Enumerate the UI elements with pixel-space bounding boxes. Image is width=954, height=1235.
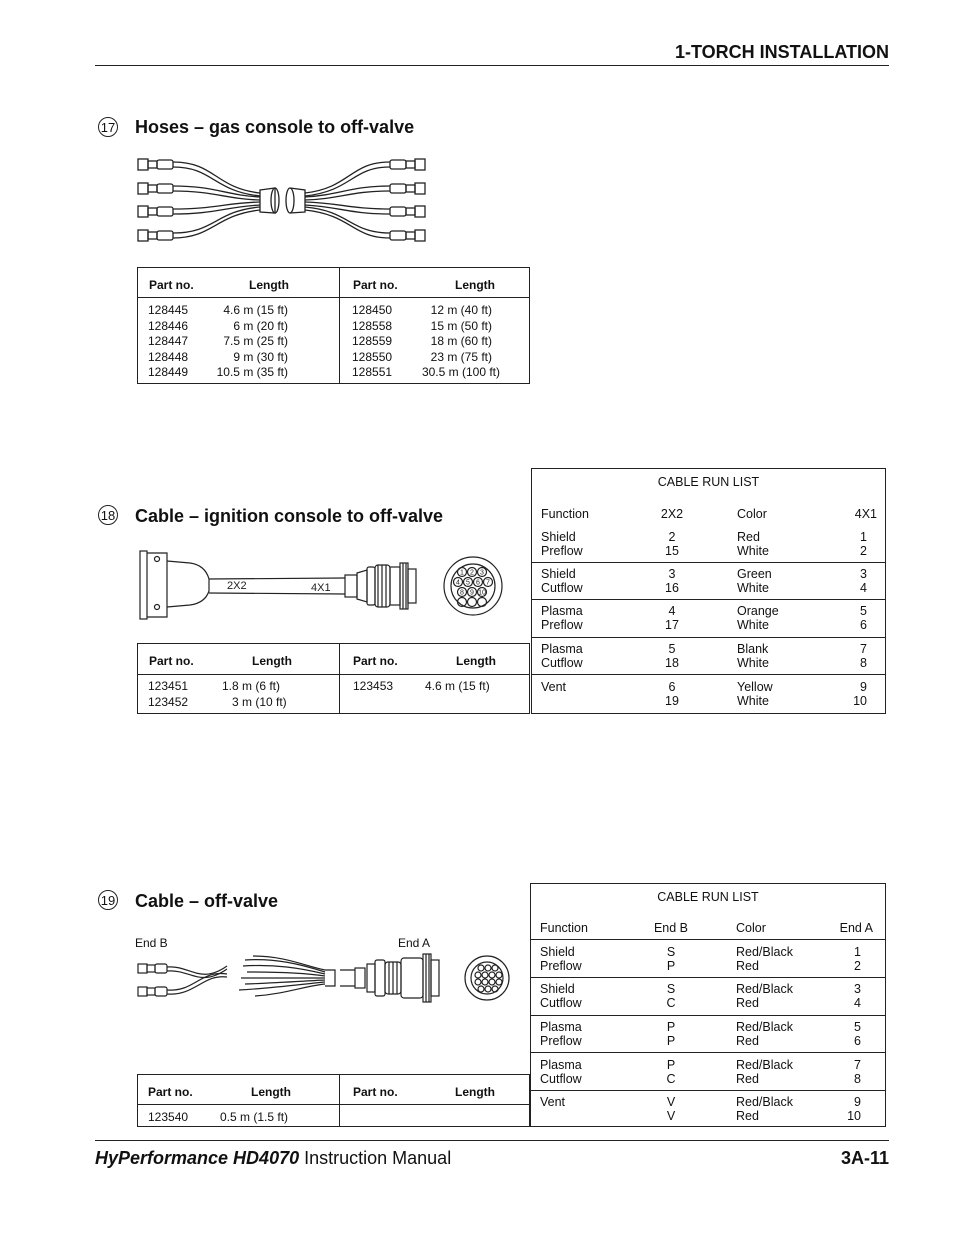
function-cell: Shield bbox=[541, 567, 576, 581]
connector-pin-face bbox=[475, 965, 502, 992]
pin-label: 6 bbox=[476, 579, 480, 587]
column-header-part-no: Part no. bbox=[148, 1085, 193, 1099]
color-cell: White bbox=[737, 694, 769, 708]
color-cell: Red bbox=[737, 530, 760, 544]
section-title-off-valve-cable: Cable – off-valve bbox=[135, 891, 279, 911]
column-divider bbox=[339, 644, 340, 713]
part-number-cell: 128559 bbox=[352, 334, 393, 348]
color-cell: White bbox=[737, 544, 769, 558]
footer-manual-label: Instruction Manual bbox=[299, 1148, 452, 1168]
column-header-length: Length bbox=[456, 654, 496, 668]
connector-label-4x1: 4X1 bbox=[311, 582, 331, 594]
length-cell: 7.5 m (25 ft) bbox=[223, 334, 288, 348]
section-number-19: 19 bbox=[98, 890, 118, 910]
part-number-cell: 123451 bbox=[148, 679, 189, 693]
function-cell: Cutflow bbox=[540, 1072, 582, 1086]
length-cell: 0.5 m (1.5 ft) bbox=[220, 1110, 289, 1124]
part-number-table-off-valve bbox=[137, 1074, 530, 1127]
pin-cell: 3 bbox=[668, 567, 676, 581]
cable-run-list-ignition bbox=[531, 468, 886, 714]
pin-cell: 2 bbox=[860, 544, 867, 558]
column-header-part-no: Part no. bbox=[353, 1085, 398, 1099]
pin-cell: S bbox=[666, 982, 676, 996]
row-divider bbox=[531, 1052, 885, 1053]
end-a-label: End A bbox=[398, 936, 431, 950]
part-number-cell: 128445 bbox=[148, 303, 189, 317]
column-header-function: Function bbox=[541, 507, 589, 521]
function-cell: Plasma bbox=[540, 1058, 582, 1072]
section-number-18: 18 bbox=[98, 505, 118, 525]
length-cell: 6 m (20 ft) bbox=[233, 318, 288, 333]
function-cell: Plasma bbox=[541, 604, 583, 618]
pin-cell: P bbox=[666, 1034, 676, 1048]
color-cell: Red/Black bbox=[736, 1058, 793, 1072]
pin-cell: 19 bbox=[665, 694, 679, 708]
column-divider bbox=[339, 268, 340, 383]
column-header-length: Length bbox=[251, 1085, 291, 1099]
color-cell: Yellow bbox=[737, 680, 773, 694]
pin-cell: 5 bbox=[854, 1020, 861, 1034]
pin-cell: 10 bbox=[853, 694, 867, 708]
length-cell: 30.5 m (100 ft) bbox=[421, 365, 500, 379]
pin-cell: 1 bbox=[860, 530, 867, 544]
section-title-hoses: Hoses – gas console to off-valve bbox=[135, 117, 415, 137]
part-number-cell: 128450 bbox=[352, 303, 393, 317]
row-divider bbox=[531, 1090, 885, 1091]
length-cell: 9 m (30 ft) bbox=[233, 349, 288, 364]
function-cell: Plasma bbox=[541, 642, 583, 656]
pin-label: 1 bbox=[460, 569, 464, 577]
header-rule bbox=[95, 65, 889, 66]
end-b-label: End B bbox=[135, 936, 168, 950]
header-divider bbox=[138, 1104, 529, 1105]
function-cell: Plasma bbox=[540, 1020, 582, 1034]
pin-cell: 3 bbox=[860, 567, 867, 581]
length-cell: 12 m (40 ft) bbox=[430, 303, 492, 317]
column-header-color: Color bbox=[736, 921, 766, 935]
color-cell: White bbox=[737, 581, 769, 595]
column-header-color: Color bbox=[737, 507, 767, 521]
function-cell: Vent bbox=[541, 680, 567, 694]
length-cell: 23 m (75 ft) bbox=[430, 349, 492, 364]
color-cell: White bbox=[737, 618, 769, 632]
color-cell: Red bbox=[736, 996, 759, 1010]
pin-cell: 5 bbox=[860, 604, 867, 618]
column-header-part-no: Part no. bbox=[353, 278, 398, 292]
column-header-end-b: End B bbox=[653, 921, 689, 935]
function-cell: Cutflow bbox=[541, 656, 583, 670]
pin-cell: 17 bbox=[665, 618, 679, 632]
pin-label: 3 bbox=[480, 569, 484, 577]
pin-cell: 4 bbox=[860, 581, 867, 595]
pin-cell: 8 bbox=[854, 1072, 861, 1086]
column-header-length: Length bbox=[455, 278, 495, 292]
row-divider bbox=[531, 977, 885, 978]
section-title-ignition-cable: Cable – ignition console to off-valve bbox=[135, 506, 444, 526]
pin-cell: 18 bbox=[665, 656, 679, 670]
pin-cell: 8 bbox=[860, 656, 867, 670]
pin-cell: 6 bbox=[854, 1034, 861, 1048]
column-header-length: Length bbox=[455, 1085, 495, 1099]
footer-brand: HyPerformance HD4070 bbox=[95, 1148, 300, 1168]
header-divider bbox=[138, 297, 529, 298]
row-divider bbox=[532, 674, 885, 675]
pin-label: 10 bbox=[478, 589, 486, 597]
column-header-function: Function bbox=[540, 921, 588, 935]
function-cell: Shield bbox=[541, 530, 576, 544]
part-number-cell: 128447 bbox=[148, 334, 189, 348]
pin-cell: 16 bbox=[665, 581, 679, 595]
pin-label: 5 bbox=[466, 579, 470, 587]
footer-manual-title bbox=[95, 1148, 451, 1169]
length-cell: 1.8 m (6 ft) bbox=[222, 679, 281, 693]
part-number-table-hoses bbox=[137, 267, 530, 384]
pin-cell: 9 bbox=[860, 680, 867, 694]
column-header-length: Length bbox=[249, 278, 289, 292]
off-valve-cable-illustration bbox=[135, 950, 515, 1010]
pin-cell: 6 bbox=[668, 680, 676, 694]
part-number-table-ignition bbox=[137, 643, 530, 714]
footer-rule bbox=[95, 1140, 889, 1141]
color-cell: Red bbox=[736, 1034, 759, 1048]
pin-label: 8 bbox=[460, 589, 464, 597]
pin-cell: 6 bbox=[860, 618, 867, 632]
color-cell: Green bbox=[737, 567, 772, 581]
row-divider bbox=[532, 637, 885, 638]
pin-cell: 10 bbox=[847, 1109, 861, 1123]
part-number-cell: 128551 bbox=[352, 365, 393, 379]
hose-fitting-right bbox=[390, 159, 425, 241]
pin-label: 7 bbox=[486, 579, 490, 587]
pin-cell: C bbox=[666, 1072, 676, 1086]
color-cell: Red bbox=[736, 1109, 759, 1123]
part-number-cell: 128448 bbox=[148, 349, 189, 364]
part-number-cell: 123452 bbox=[148, 694, 189, 709]
column-divider bbox=[339, 1075, 340, 1126]
pin-cell: V bbox=[666, 1095, 676, 1109]
cable-run-list-off-valve bbox=[530, 883, 886, 1127]
column-header-end-a: End A bbox=[839, 921, 873, 935]
part-number-cell: 128550 bbox=[352, 349, 393, 364]
pin-cell: P bbox=[666, 1020, 676, 1034]
column-header-part-no: Part no. bbox=[149, 654, 194, 668]
pin-cell: 15 bbox=[665, 544, 679, 558]
column-header-2x2: 2X2 bbox=[660, 507, 684, 521]
length-cell: 3 m (10 ft) bbox=[232, 694, 287, 709]
pin-cell: P bbox=[666, 959, 676, 973]
color-cell: Blank bbox=[737, 642, 769, 656]
function-cell: Cutflow bbox=[541, 581, 583, 595]
part-number-cell: 128449 bbox=[148, 365, 189, 379]
length-cell: 4.6 m (15 ft) bbox=[223, 303, 288, 317]
function-cell: Shield bbox=[540, 982, 575, 996]
function-cell: Preflow bbox=[540, 959, 582, 973]
pin-cell: 5 bbox=[668, 642, 676, 656]
pin-cell: 1 bbox=[854, 945, 861, 959]
header-divider bbox=[138, 674, 529, 675]
pin-cell: 4 bbox=[668, 604, 676, 618]
color-cell: Red/Black bbox=[736, 1095, 793, 1109]
row-divider bbox=[531, 1015, 885, 1016]
row-divider bbox=[532, 599, 885, 600]
pin-cell: 2 bbox=[668, 530, 676, 544]
pin-label: 4 bbox=[456, 579, 460, 587]
function-cell: Preflow bbox=[541, 544, 583, 558]
column-header-4x1: 4X1 bbox=[854, 507, 877, 521]
column-header-length: Length bbox=[252, 654, 292, 668]
color-cell: Red bbox=[736, 1072, 759, 1086]
column-header-part-no: Part no. bbox=[353, 654, 398, 668]
connector-label-2x2: 2X2 bbox=[227, 580, 247, 592]
pin-label: 9 bbox=[470, 589, 474, 597]
cable-run-list-caption: CABLE RUN LIST bbox=[657, 475, 760, 489]
pin-cell: 2 bbox=[854, 959, 861, 973]
function-cell: Cutflow bbox=[540, 996, 582, 1010]
color-cell: Red/Black bbox=[736, 945, 793, 959]
cable-run-list-caption: CABLE RUN LIST bbox=[657, 890, 759, 904]
part-number-cell: 123540 bbox=[148, 1110, 189, 1124]
hose-fitting-left bbox=[138, 159, 173, 241]
color-cell: Red/Black bbox=[736, 982, 793, 996]
pin-cell: 7 bbox=[854, 1058, 861, 1072]
function-cell: Shield bbox=[540, 945, 575, 959]
part-number-cell: 123453 bbox=[353, 679, 394, 693]
pin-cell: 4 bbox=[854, 996, 861, 1010]
length-cell: 15 m (50 ft) bbox=[430, 318, 492, 333]
function-cell: Vent bbox=[540, 1095, 566, 1109]
column-header-part-no: Part no. bbox=[149, 278, 194, 292]
color-cell: Orange bbox=[737, 604, 779, 618]
row-divider bbox=[532, 562, 885, 563]
pin-label: 2 bbox=[470, 569, 474, 577]
section-number-17: 17 bbox=[98, 117, 118, 137]
pin-cell: V bbox=[666, 1109, 676, 1123]
part-number-cell: 128558 bbox=[352, 318, 393, 333]
color-cell: White bbox=[737, 656, 769, 670]
pin-cell: 3 bbox=[854, 982, 861, 996]
row-divider bbox=[531, 939, 885, 940]
function-cell: Preflow bbox=[540, 1034, 582, 1048]
page-number: 3A-11 bbox=[840, 1148, 889, 1168]
length-cell: 18 m (60 ft) bbox=[430, 334, 492, 348]
length-cell: 4.6 m (15 ft) bbox=[425, 679, 490, 693]
ignition-cable-illustration bbox=[135, 545, 530, 625]
pin-cell: C bbox=[666, 996, 676, 1010]
pin-cell: S bbox=[666, 945, 676, 959]
pin-cell: 9 bbox=[854, 1095, 861, 1109]
hose-assembly-illustration bbox=[135, 155, 435, 250]
pin-cell: P bbox=[666, 1058, 676, 1072]
length-cell: 10.5 m (35 ft) bbox=[216, 365, 288, 379]
page-header-title: 1-TORCH INSTALLATION bbox=[675, 42, 889, 62]
pin-cell: 7 bbox=[860, 642, 867, 656]
function-cell: Preflow bbox=[541, 618, 583, 632]
color-cell: Red/Black bbox=[736, 1020, 793, 1034]
part-number-cell: 128446 bbox=[148, 318, 189, 333]
color-cell: Red bbox=[736, 959, 759, 973]
